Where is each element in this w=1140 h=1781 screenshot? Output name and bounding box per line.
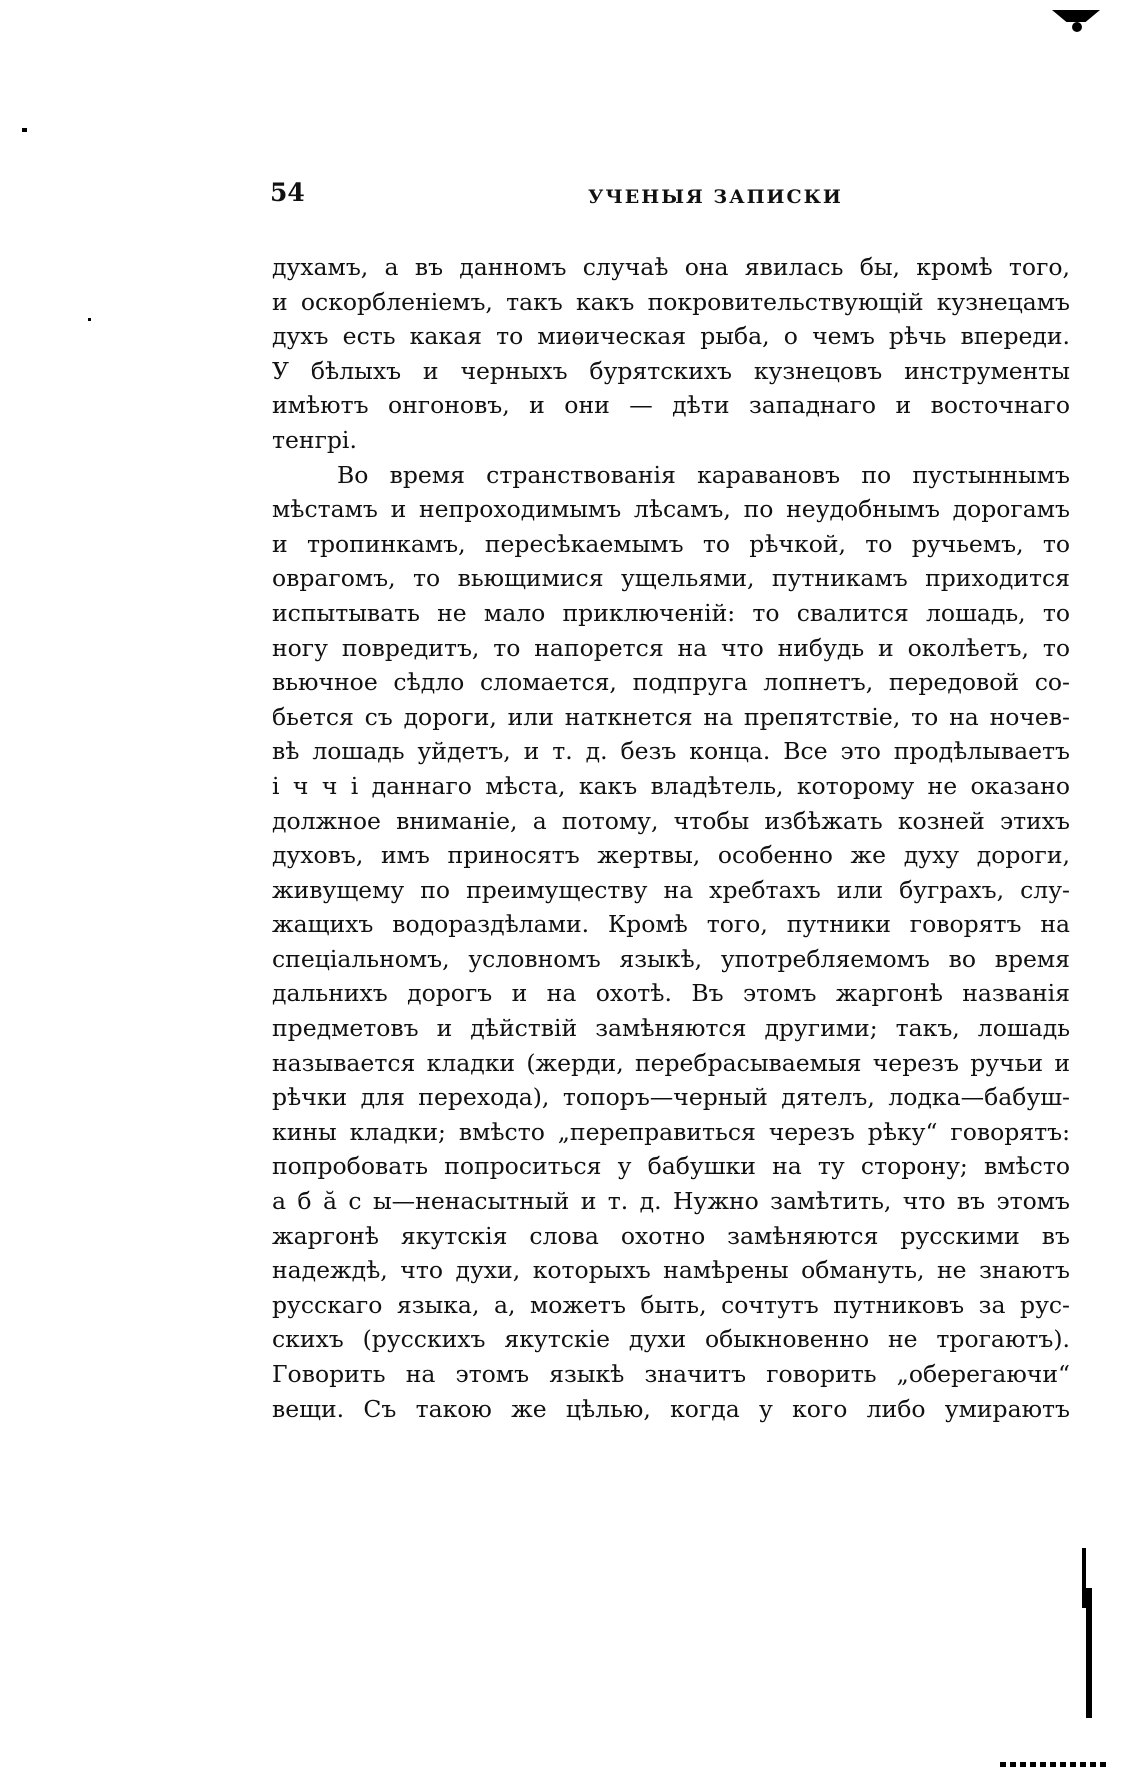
text-line: вещи. Съ такою же цѣлью, когда у кого либо умираютъ bbox=[272, 1394, 1070, 1423]
text-line: дальнихъ дорогъ и на охотѣ. Въ этомъ жаргонѣ названія bbox=[272, 979, 1070, 1008]
text-line: и оскорбленіемъ, такъ какъ покровительствующій кузнецамъ bbox=[272, 287, 1070, 316]
scan-mark-top-dot bbox=[1072, 22, 1082, 32]
text-line: называется кладки (жерди, перебрасываемыя черезъ ручьи и bbox=[272, 1048, 1070, 1077]
page-number: 54 bbox=[270, 178, 305, 207]
text-line: скихъ (русскихъ якутскіе духи обыкновенно не трогаютъ). bbox=[272, 1325, 1070, 1354]
text-line: духамъ, а въ данномъ случаѣ она явилась бы, кромѣ того, bbox=[272, 253, 1070, 281]
text-line: тенгрі. bbox=[272, 425, 357, 454]
text-line: имѣютъ онгоновъ, и они — дѣти западнаго и восточнаго bbox=[272, 391, 1070, 420]
text-line: попробовать попроситься у бабушки на ту сторону; вмѣсто bbox=[272, 1152, 1070, 1181]
text-line: и тропинкамъ, пересѣкаемымъ то рѣчкой, то ручьемъ, то bbox=[272, 529, 1070, 558]
text-line: і ч ч і даннаго мѣста, какъ владѣтель, которому не оказано bbox=[272, 771, 1070, 800]
text-line: а б ӑ с ы—ненасытный и т. д. Нужно замѣтить, что въ этомъ bbox=[272, 1187, 1070, 1216]
scan-mark-top bbox=[1052, 10, 1100, 22]
text-line: надеждѣ, что духи, которыхъ намѣрены обмануть, не знаютъ bbox=[272, 1256, 1070, 1285]
text-line: духъ есть какая то миѳическая рыба, о чемъ рѣчь впереди. bbox=[272, 322, 1070, 351]
text-line: Говорить на этомъ языкѣ значитъ говорить „оберегаючи“ bbox=[272, 1360, 1070, 1388]
text-line: ногу повредитъ, то напорется на что нибудь и околѣетъ, то bbox=[272, 633, 1070, 662]
body-text bbox=[272, 250, 1070, 1426]
text-line: спеціальномъ, условномъ языкѣ, употребляемомъ во время bbox=[272, 944, 1070, 973]
text-line: кины кладки; вмѣсто „переправиться черезъ рѣку“ говорятъ: bbox=[272, 1117, 1070, 1146]
text-line: рѣчки для перехода), топоръ—черный дятелъ, лодка—бабуш- bbox=[272, 1083, 1070, 1112]
scan-speck bbox=[22, 128, 27, 132]
text-line: должное вниманіе, а потому, чтобы избѣжать козней этихъ bbox=[272, 806, 1070, 835]
scan-edge-bar bbox=[1086, 1588, 1092, 1718]
running-head: УЧЕНЫЯ ЗАПИСКИ bbox=[588, 186, 843, 208]
text-line: оврагомъ, то вьющимися ущельями, путникамъ приходится bbox=[272, 564, 1070, 593]
text-line: духовъ, имъ приносятъ жертвы, особенно же духу дороги, bbox=[272, 841, 1070, 870]
page-header bbox=[270, 178, 1070, 218]
text-line: вьючное сѣдло сломается, подпруга лопнетъ, передовой со- bbox=[272, 668, 1070, 697]
text-line: испытывать не мало приключеній: то свалится лошадь, то bbox=[272, 598, 1070, 627]
text-line: У бѣлыхъ и черныхъ бурятскихъ кузнецовъ инструменты bbox=[272, 356, 1070, 385]
scan-edge-smudge bbox=[1000, 1762, 1110, 1767]
text-line: бьется съ дороги, или наткнется на препятствіе, то на ночев- bbox=[272, 702, 1070, 731]
text-line: живущему по преимуществу на хребтахъ или буграхъ, слу- bbox=[272, 875, 1070, 904]
text-line: мѣстамъ и непроходимымъ лѣсамъ, по неудобнымъ дорогамъ bbox=[272, 495, 1070, 524]
text-line: жаргонѣ якутскія слова охотно замѣняются русскими въ bbox=[272, 1221, 1070, 1250]
text-line: предметовъ и дѣйствій замѣняются другими; такъ, лошадь bbox=[272, 1014, 1070, 1043]
text-line: вѣ лошадь уйдетъ, и т. д. безъ конца. Все это продѣлываетъ bbox=[272, 737, 1070, 766]
paragraph-start-line: Во время странствованія каравановъ по пустыннымъ bbox=[337, 460, 1070, 489]
text-line: жащихъ водораздѣлами. Кромѣ того, путники говорятъ на bbox=[272, 910, 1070, 939]
scan-speck bbox=[88, 318, 91, 321]
text-line: русскаго языка, а, можетъ быть, сочтутъ путниковъ за рус- bbox=[272, 1290, 1070, 1319]
